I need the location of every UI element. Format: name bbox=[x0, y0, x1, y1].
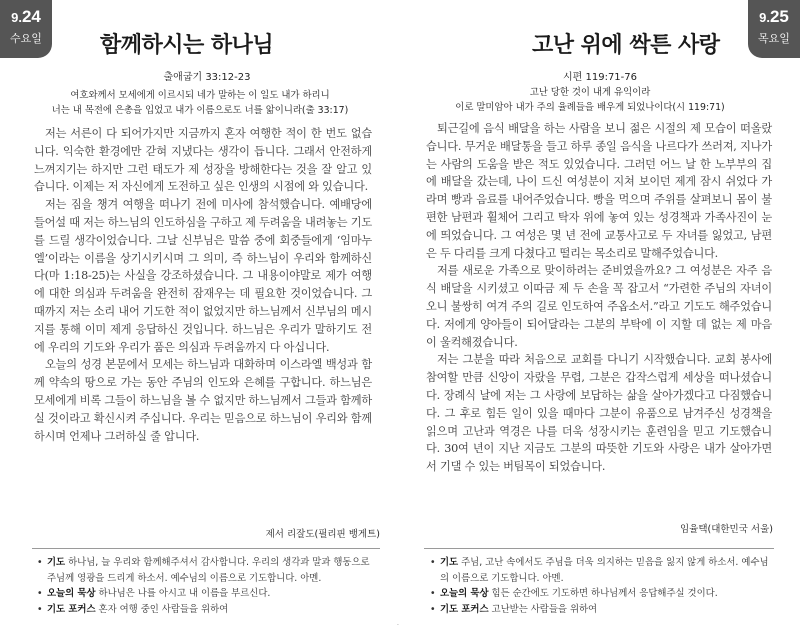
prayer-focus-text: 혼자 여행 중인 사람들을 위하여 bbox=[98, 603, 229, 615]
gutter-mark: · bbox=[397, 622, 399, 629]
meditation-item bbox=[430, 586, 776, 602]
key-verse bbox=[400, 85, 780, 115]
devotional-body bbox=[426, 120, 772, 476]
bullet-icon: • bbox=[37, 588, 43, 599]
devotional-body bbox=[34, 125, 372, 445]
body-paragraph: 저는 그분을 따라 처음으로 교회를 다니기 시작했습니다. 교회 봉사에 참여할 만큼 신앙이 자랐을 무렵, 그분은 갑작스럽게 세상을 떠나셨습니다. 장례식 날에 저는 그 사랑에 보답하는 삶을 살아가겠다고 다짐했습니다. 그 후로 힘든 일이 있을 때마다 그분이 유품으로 남겨주신 성경책을 읽으며 고난과 역경은 나를 더욱 성장시키는 훈련임을 믿고 기도했습니다. 30여 년이 지난 지금도 그분의 따뜻한 기도와 사랑은 내가 살아가면서 기댈 수 있는 버팀목이 되었습니다. bbox=[426, 353, 772, 474]
weekday-label: 수요일 bbox=[10, 32, 42, 45]
prayer-focus-text: 고난받는 사람들을 위하여 bbox=[491, 603, 598, 615]
day-number: 25 bbox=[769, 7, 789, 26]
body-paragraph: 저는 서른이 다 되어가지만 지금까지 혼자 여행한 적이 한 번도 없습니다. 익숙한 환경에만 갇혀 지냈다는 생각이 듭니다. 그래서 안전하게 느껴지기는 하지만 그런 태도가 제 성장을 방해한다는 것을 잘 알고 있습니다. 이제는 저 자신에게 도전하고 싶은 인생의 시점에 와 있습니다. bbox=[34, 127, 372, 194]
prayer-focus-label: 기도 포커스 bbox=[440, 603, 489, 615]
prayer-item bbox=[37, 555, 377, 586]
key-verse-line: 너는 내 목전에 은총을 입었고 내가 이름으로도 너를 앎이니라(출 33:17) bbox=[51, 105, 349, 116]
page-title: 고난 위에 싹튼 사랑 bbox=[532, 33, 720, 58]
prayer-label: 기도 bbox=[440, 557, 459, 568]
key-verse-line: 여호와께서 모세에게 이르시되 네가 말하는 이 일도 내가 하리니 bbox=[70, 90, 330, 101]
date-label bbox=[0, 7, 52, 27]
meditation-label: 오늘의 묵상 bbox=[47, 588, 96, 599]
weekday-label: 목요일 bbox=[758, 32, 790, 45]
day-number: 24 bbox=[21, 7, 41, 26]
key-verse-line: 고난 당한 것이 내게 유익이라 bbox=[529, 87, 651, 98]
bullet-icon: • bbox=[37, 557, 43, 568]
key-verse bbox=[10, 88, 390, 118]
meditation-text: 하나님은 나를 아시고 내 이름을 부르신다. bbox=[98, 588, 271, 599]
right-page bbox=[400, 0, 800, 633]
prayer-section bbox=[430, 555, 776, 617]
body-paragraph: 저를 새로운 가족으로 맞이하려는 준비였을까요? 그 여성분은 자주 음식 배달을 시키셨고 이따금 제 두 손을 꼭 잡고서 “가련한 주님의 자녀이오니 불쌍히 여겨 주의 길로 인도하여 주옵소서.”라고 기도도 해주었습니다. 저에게 양아들이 되어달라는 그분의 부탁에 이 지할 데 없는 제 마음이 울컥해졌습니다. bbox=[426, 264, 772, 349]
month-prefix: 9. bbox=[11, 10, 22, 25]
prayer-text: 하나님, 늘 우리와 함께해주셔서 감사합니다. 우리의 생각과 말과 행동으로 주님께 영광을 드리게 하소서. 예수님의 이름으로 기도합니다. 아멘. bbox=[47, 557, 370, 584]
bullet-icon: • bbox=[430, 603, 436, 615]
author-credit: 임율택(대한민국 서울) bbox=[679, 524, 773, 535]
prayer-focus-item bbox=[37, 602, 377, 618]
date-tab-right bbox=[748, 0, 800, 58]
key-verse-line: 이로 말미암아 내가 주의 율례들을 배우게 되었나이다(시 119:71) bbox=[455, 102, 725, 113]
date-tab-left bbox=[0, 0, 52, 58]
bullet-icon: • bbox=[430, 557, 436, 568]
body-paragraph: 저는 짐을 챙겨 여행을 떠나기 전에 미사에 참석했습니다. 예배당에 들어설 때 저는 하느님의 인도하심을 구하고 제 두려움을 내려놓는 기도를 드릴 생각이었습니다. 그날 신부님은 말씀 중에 회중들에게 ‘임마누엘’이라는 이름을 상기시키시며 그 의미, 즉 하느님이 우리와 함께하신다(마 1:18-25)는 사실을 강조하셨습니다. 그 내용이야말로 제가 여행에 대한 의심과 두려움을 완전히 잠재우는 데 필요한 것이었습니다. 그때까지 저는 소리 내어 기도한 적이 없었지만 하느님께서 신부님의 메시지를 통해 이미 제게 응답하신 것입니다. 하느님은 우리가 말하기도 전에 우리의 기도와 우리가 품은 의심과 두려움까지 다 아십니다. bbox=[34, 198, 372, 354]
bullet-icon: • bbox=[37, 603, 43, 615]
meditation-label: 오늘의 묵상 bbox=[440, 588, 489, 599]
bullet-icon: • bbox=[430, 588, 436, 599]
scripture-reference: 출애굽기 33:12-23 bbox=[163, 72, 251, 83]
prayer-focus-label: 기도 포커스 bbox=[47, 603, 96, 615]
prayer-section bbox=[37, 555, 377, 617]
prayer-text: 주님, 고난 속에서도 주님을 더욱 의지하는 믿음을 잃지 않게 하소서. 예수님의 이름으로 기도합니다. 아멘. bbox=[440, 557, 769, 584]
prayer-label: 기도 bbox=[47, 557, 66, 568]
page-title: 함께하시는 하나님 bbox=[100, 33, 274, 58]
divider bbox=[424, 548, 774, 549]
month-prefix: 9. bbox=[759, 10, 770, 25]
scripture-reference: 시편 119:71-76 bbox=[562, 72, 637, 83]
meditation-text: 힘든 순간에도 기도하면 하나님께서 응답해주실 것이다. bbox=[491, 588, 718, 599]
author-credit: 제서 리잘도(필리핀 뱅게트) bbox=[265, 529, 380, 540]
meditation-item bbox=[37, 586, 377, 602]
divider bbox=[32, 548, 380, 549]
prayer-item bbox=[430, 555, 776, 586]
date-label bbox=[748, 7, 800, 27]
body-paragraph: 오늘의 성경 본문에서 모세는 하느님과 대화하며 이스라엘 백성과 함께 약속의 땅으로 가는 동안 주님의 인도와 은혜를 구합니다. 하느님은 모세에게 비록 그들이 하느님을 볼 수 없지만 하느님께서 그들과 함께하실 것이라고 확신시켜 주십니다. 우리는 믿음으로 하느님이 우리와 함께하시며 언제나 그러하실 줄 압니다. bbox=[34, 358, 372, 443]
prayer-focus-item bbox=[430, 602, 776, 618]
body-paragraph: 퇴근길에 음식 배달을 하는 사람을 보니 젊은 시절의 제 모습이 떠올랐습니다. 무거운 배달통을 들고 하루 종일 음식을 나르다가 쓰러져, 지나가는 사람의 도움을 받은 적도 있었습니다. 그러던 어느 날 한 노부부의 집에 배달을 갔는데, 나이 드신 여성분이 지쳐 보이던 제게 잠시 쉬었다 가라며 빵과 음료를 내어주었습니다. 빵을 먹으며 주위를 살펴보니 몸이 불편한 남편과 휠체어 그리고 탁자 위에 놓여 있는 성경책과 가족사진이 눈에 띄었습니다. 그 여성은 몇 년 전에 교통사고로 두 자녀를 잃었고, 남편은 두 다리를 크게 다쳤다고 떨리는 목소리로 말해주었습니다. bbox=[426, 122, 772, 260]
